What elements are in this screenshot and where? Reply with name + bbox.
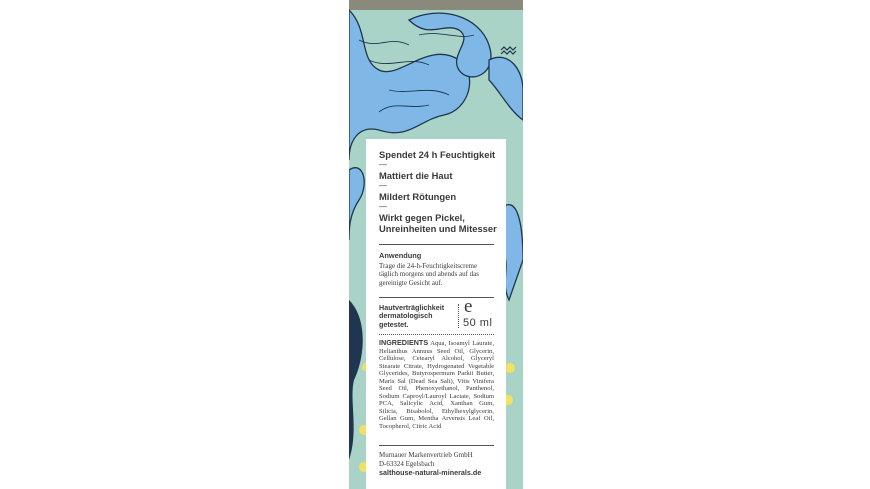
claim-separator: — [379,181,387,190]
wave-lines-icon [501,47,516,54]
ingredients-list [379,339,494,430]
usage-heading: Anwendung [379,251,422,260]
divider [379,445,494,446]
manufacturer-website: salthouse-natural-minerals.de [379,467,482,477]
claim-redness: Mildert Rötungen [379,191,457,202]
info-panel [366,139,506,489]
volume-label: 50 ml [463,317,493,329]
claim-mattify: Mattiert die Haut [379,170,453,181]
product-box [349,0,523,489]
claim-separator: — [379,160,387,169]
claim-moisture: Spendet 24 h Feuchtigkeit [379,149,496,160]
manufacturer-address: D-63324 Egelsbach [379,459,435,468]
dotted-divider [379,334,494,335]
dermatology-note: Hautverträglichkeit dermatologisch getestet. [379,303,445,329]
vertical-divider [458,304,459,328]
claim-blemishes: Wirkt gegen Pickel, Unreinheiten und Mitesser [379,212,497,234]
e-mark-icon: e [464,296,473,317]
claim-separator: — [379,202,387,211]
ingredients-text: Aqua, Isoamyl Laurate, Helianthus Annuus Seed Oil, Glycerin, Cellulose, Cetearyl Alcohol, Glyceryl Stearate Citrate, Hydrogenated Vegetable Glycerides, Butyrospermum Parkii Butter, Maris Sal (Dead Sea Salt), Vitis Vinifera Seed Oil, Phenoxyethanol, Panthenol, Sodium Caproyl/Lauroyl Lactate, Sodium PCA, Salicylic Acid, Xanthan Gum, Silicia, Bisabolol, Ethylhexylglycerin, Gellan Gum, Mentha Arvensis Leaf Oil, Tocopherol, Citric Acid [379,340,494,430]
usage-section [379,252,497,287]
manufacturer-name: Murnauer Markenvertrieb GmbH [379,451,473,459]
divider [379,297,494,298]
usage-text: Trage die 24-h-Feuchtigkeitscreme täglich morgens und abends auf das gereinigte Gesicht auf. [379,261,479,287]
ingredients-heading: INGREDIENTS [379,338,429,347]
manufacturer-info [379,451,499,477]
claims-list [379,149,497,234]
divider [379,244,494,245]
